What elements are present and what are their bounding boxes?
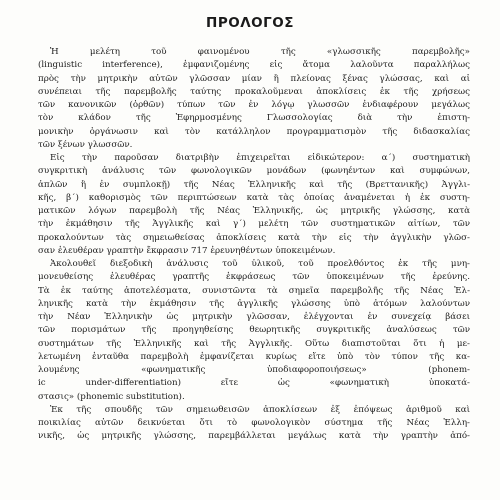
paragraph	[38, 404, 470, 444]
text-line: κῆς, β΄) καθορισμὸς τῶν περιπτώσεων κατὰ τὰς ὁποίας ἀναμένεται ἡ ἐκ συστη-	[38, 192, 470, 203]
text-line: προκαλούντων τὰς σημειωθείσας ἀποκλίσεις κατὰ τὴν εἰς τὴν ἀγγλικὴν γλῶσ-	[38, 232, 470, 243]
paragraph	[38, 152, 470, 258]
text-line: συστημάτων τῆς Ἑλληνικῆς καὶ τῆς Ἀγγλικῆς. Οὕτω διαπιστοῦται ὅτι ἡ με-	[38, 338, 470, 349]
text-line: ματικῶν λόγων παρεμβολὴ τῆς Νέας Ἑλληνικῆς, ὡς μητρικῆς γλώσσης, κατὰ	[38, 206, 470, 216]
text-line: τὸν κλάδον τῆς Ἐφηρμοσμένης Γλωσσολογίας διὰ τὴν ἐπιστη-	[38, 113, 470, 124]
text-line: Ἡ μελέτη τοῦ φαινομένου τῆς «γλωσσικῆς παρεμβολῆς»	[50, 47, 470, 57]
document-body	[38, 46, 470, 444]
page-title: ΠΡΟΛΟΓΟΣ	[206, 15, 294, 31]
text-line: νικῆς, ὡς μητρικῆς γλώσσης, παρεμβάλλεται μεγάλως κατὰ τὴν γραπτὴν ἀπό-	[38, 431, 470, 442]
text-line: τὴν Νέαν Ἑλληνικὴν ὡς μητρικὴν γλῶσσαν, ἐλέγχονται ἐν συνεχείᾳ βάσει	[38, 312, 470, 322]
text-line: τῶν πορισμάτων τῆς προηγηθείσης θεωρητικῆς συγκριτικῆς ἀναλύσεως τῶν	[38, 325, 470, 336]
paragraph	[38, 258, 470, 404]
text-line: τὴν ἐκμάθησιν τῆς Ἀγγλικῆς καὶ γ΄) μελέτη τῶν συστηματικῶν αἰτίων, τῶν	[38, 219, 470, 230]
text-line: (linguistic interference), ἐμφανιζομένης εἰς ἄτομα λαλοῦντα παραλλήλως	[38, 60, 470, 71]
text-line: Εἰς τὴν παροῦσαν διατριβὴν ἐπιχειρεῖται εἰδικώτερον: α΄) συστηματικὴ	[50, 153, 470, 163]
text-line: Ἐκ τῆς σπουδῆς τῶν σημειωθεισῶν ἀποκλίσεων ἐξ ἐπόψεως ἀριθμοῦ καὶ	[50, 404, 470, 415]
text-line: μονευθείσης ἐλευθέρας γραπτῆς ἐκφράσεως τῶν ὑποκειμένων τῆς ἐρεύνης.	[38, 272, 470, 283]
text-line: ληνικῆς κατὰ τὴν ἐκμάθησιν τῆς ἀγγλικῆς γλώσσης ὑπὸ ἀτόμων λαλούντων	[38, 298, 470, 309]
text-line: ποικιλίας αὐτῶν δεικνύεται ὅτι τὸ φωνολογικὸν σύστημα τῆς Νέας Ἑλλη-	[38, 418, 470, 428]
text-line: τῶν ξένων γλωσσῶν.	[38, 139, 133, 150]
text-line: λουμένης «φωνηματικῆς ὑποδιαφοροποιήσεως» (phonem-	[38, 365, 470, 375]
text-line: πρὸς τὴν μητρικὴν αὐτῶν γλῶσσαν μίαν ἢ πλείονας ξένας γλώσσας, καὶ αἱ	[38, 73, 470, 84]
paragraph	[38, 46, 470, 152]
text-line: λετωμένη ἐνταῦθα παρεμβολὴ ἐμφανίζεται κυρίως εἴτε ὑπὸ τὸν τύπον τῆς κα-	[38, 351, 470, 362]
text-line: Τὰ ἐκ ταύτης ἀποτελέσματα, συνιστῶντα τὰ σημεῖα παρεμβολῆς τῆς Νέας Ἑλ-	[38, 285, 470, 296]
text-line: ic under-differentiation) εἴτε ὡς «φωνηματικὴ ὑποκατά-	[38, 378, 470, 389]
text-line: συνέπειαι τῆς παρεμβολῆς ταύτης προκαλοῦμεναι ἀποκλίσεις ἐκ τῆς χρήσεως	[38, 86, 470, 97]
text-line: μονικὴν ὀργάνωσιν καὶ τὸν κατάλληλον προγραμματισμὸν τῆς διδασκαλίας	[38, 126, 470, 137]
text-line: ἁπλῶν ἢ ἐν συμπλοκῇ) τῆς Νέας Ἑλληνικῆς καὶ τῆς (Βρεττανικῆς) Ἀγγλι-	[38, 179, 470, 190]
text-line: σαν ἐλευθέραν γραπτὴν ἔκφρασιν 717 ἐρευνηθέντων ὑποκειμένων.	[38, 245, 336, 256]
text-line: τῶν κανονικῶν (ὀρθῶν) τύπων τῶν ἐν λόγῳ γλωσσῶν ἐνδιαφέρουν μεγάλως	[38, 100, 470, 110]
text-line: Ἀκολουθεῖ διεξοδικὴ ἀνάλυσις τοῦ ὑλικοῦ, τοῦ προελθόντος ἐκ τῆς μνη-	[50, 259, 470, 269]
text-line: συγκριτικὴ ἀνάλυσις τῶν φωνολογικῶν μονάδων (φωνηέντων καὶ συμφώνων,	[38, 166, 470, 177]
text-line: στασις» (phonemic substitution).	[38, 391, 185, 402]
